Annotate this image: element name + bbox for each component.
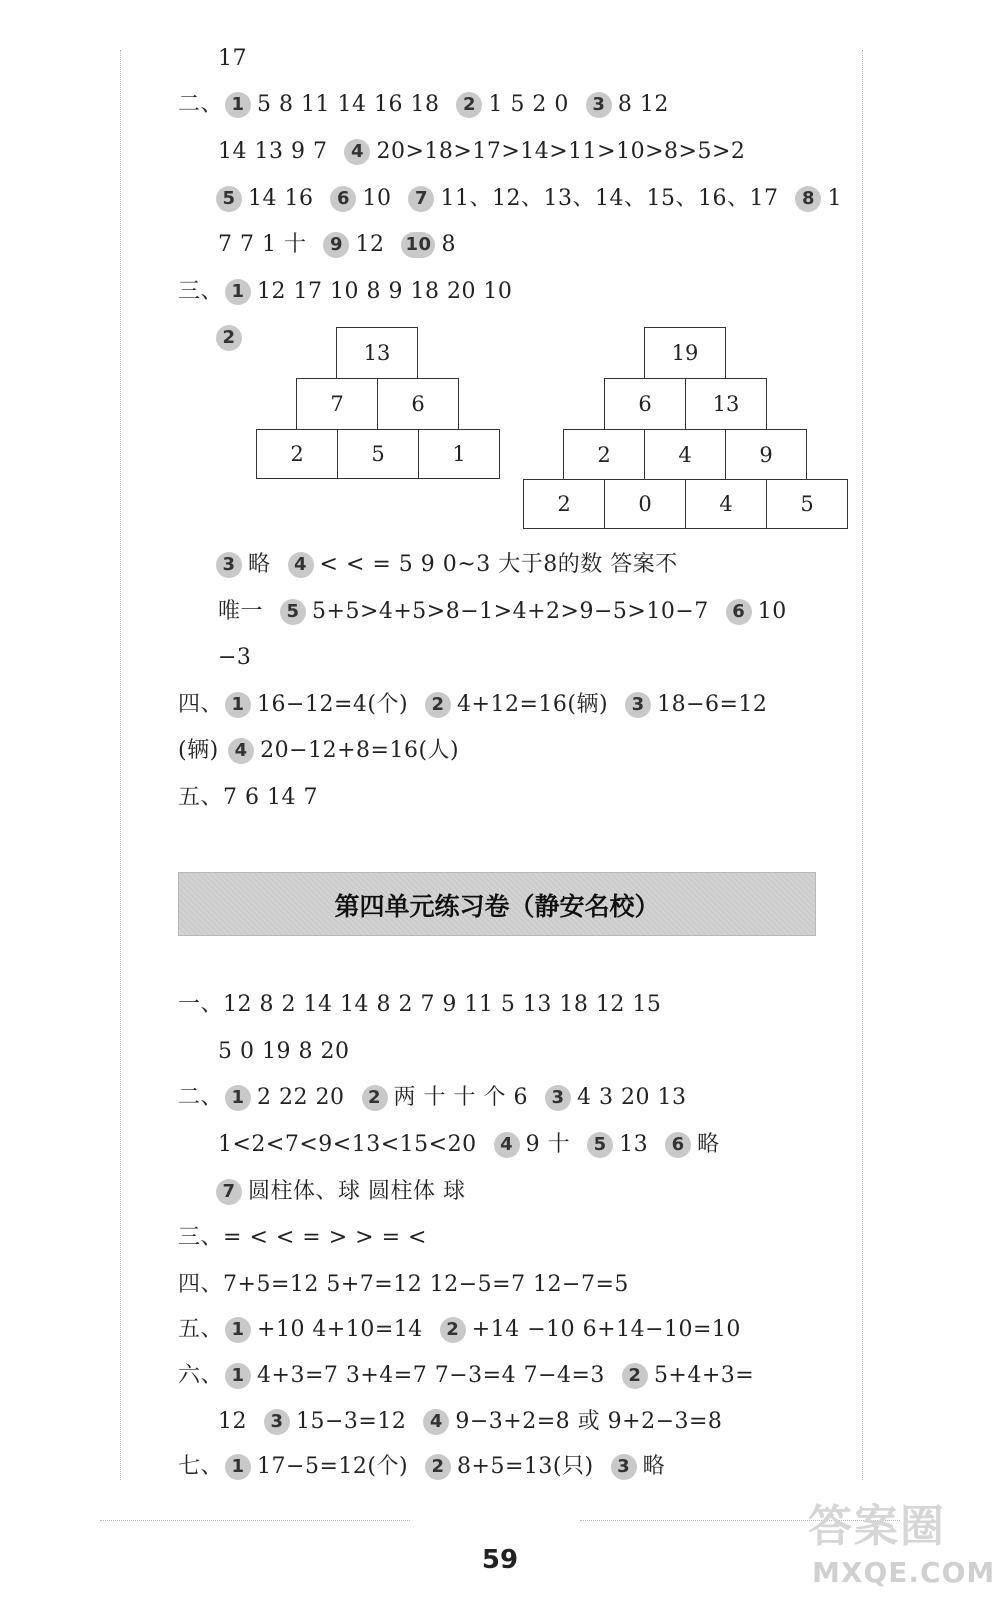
pyramid-left-cell: 2 bbox=[256, 429, 338, 479]
unit4-section-7-line: 七、 1 17−5=12(个) 2 8+5=13(只) 3 略 bbox=[178, 1454, 666, 1479]
pyramid-left-cell: 5 bbox=[337, 429, 419, 479]
pyramid-right-cell: 2 bbox=[563, 429, 645, 481]
section-3-line-5: −3 bbox=[218, 645, 252, 670]
section-2-line-3: 5 14 16 6 10 7 11、12、13、14、15、16、17 8 1 bbox=[214, 184, 842, 214]
unit4-section-6-line-1: 六、 1 4+3=7 3+4=7 7−3=4 7−4=3 2 5+4+3= bbox=[178, 1363, 755, 1388]
pyramid-right-cell: 2 bbox=[523, 479, 605, 529]
section-3-line-4: 唯一 5 5+5>4+5>8−1>4+2>9−5>10−7 6 10 bbox=[218, 599, 787, 624]
section-2-line-4: 7 7 1 十 9 12 10 8 bbox=[218, 232, 456, 257]
unit-title-banner bbox=[178, 872, 816, 936]
unit4-section-1-line-1: 一、12 8 2 14 14 8 2 7 9 11 5 13 18 12 15 bbox=[178, 992, 662, 1017]
section-4-line-1: 四、 1 16−12=4(个) 2 4+12=16(辆) 3 18−6=12 bbox=[178, 692, 768, 717]
unit4-section-1-line-2: 5 0 19 8 20 bbox=[218, 1039, 350, 1064]
watermark-logo: 答案圈 bbox=[808, 1501, 946, 1552]
pyramid-right-cell: 4 bbox=[644, 429, 726, 481]
right-margin-rule bbox=[862, 50, 863, 1480]
pyramid-left-cell: 6 bbox=[377, 378, 459, 430]
pyramid-left-cell: 7 bbox=[296, 378, 378, 430]
watermark-url: MXQE.COM bbox=[812, 1556, 996, 1589]
pyramid-right-cell: 19 bbox=[644, 327, 726, 379]
section-2-line-2: 14 13 9 7 4 20>18>17>14>11>10>8>5>2 bbox=[218, 139, 746, 164]
unit4-section-2-line-1: 二、 1 2 22 20 2 两 十 十 个 6 3 4 3 20 13 bbox=[178, 1085, 687, 1110]
continued-answer: 17 bbox=[218, 46, 247, 71]
section-5-line: 五、7 6 14 7 bbox=[178, 785, 318, 810]
section-4-line-2: (辆) 4 20−12+8=16(人) bbox=[178, 738, 460, 763]
section-3-line-1: 三、 1 12 17 10 8 9 18 20 10 bbox=[178, 279, 513, 304]
unit4-section-6-line-2: 12 3 15−3=12 4 9−3+2=8 或 9+2−3=8 bbox=[218, 1409, 723, 1434]
footer-rule-left bbox=[100, 1520, 410, 1521]
section-3-line-3: 3 略 4 < < = 5 9 0~3 大于8的数 答案不 bbox=[214, 550, 678, 580]
pyramid-right-cell: 5 bbox=[766, 479, 848, 529]
unit4-section-2-line-3: 7 圆柱体、球 圆柱体 球 bbox=[214, 1177, 466, 1207]
unit4-section-4-line: 四、7+5=12 5+7=12 12−5=7 12−7=5 bbox=[178, 1272, 629, 1297]
left-margin-rule bbox=[120, 50, 121, 1480]
pyramid-left-cell: 1 bbox=[418, 429, 500, 479]
pyramid-right-cell: 9 bbox=[725, 429, 807, 481]
unit4-section-5-line: 五、 1 +10 4+10=14 2 +14 −10 6+14−10=10 bbox=[178, 1317, 741, 1342]
pyramid-right-cell: 0 bbox=[604, 479, 686, 529]
section-2-line-1: 二、 1 5 8 11 14 16 18 2 1 5 2 0 3 8 12 bbox=[178, 92, 669, 117]
pyramid-right-cell: 6 bbox=[604, 378, 686, 430]
pyramid-right-cell: 4 bbox=[685, 479, 767, 529]
section-3-q2-badge: 2 bbox=[214, 323, 248, 353]
unit4-section-2-line-2: 1<2<7<9<13<15<20 4 9 十 5 13 6 略 bbox=[218, 1132, 720, 1157]
page-number: 59 bbox=[481, 1545, 519, 1575]
pyramid-left-cell: 13 bbox=[336, 327, 418, 379]
unit-title: 第四单元练习卷（静安名校） bbox=[334, 892, 660, 921]
unit4-section-3-line: 三、= < < = > > = < bbox=[178, 1225, 427, 1250]
pyramid-right-cell: 13 bbox=[685, 378, 767, 430]
